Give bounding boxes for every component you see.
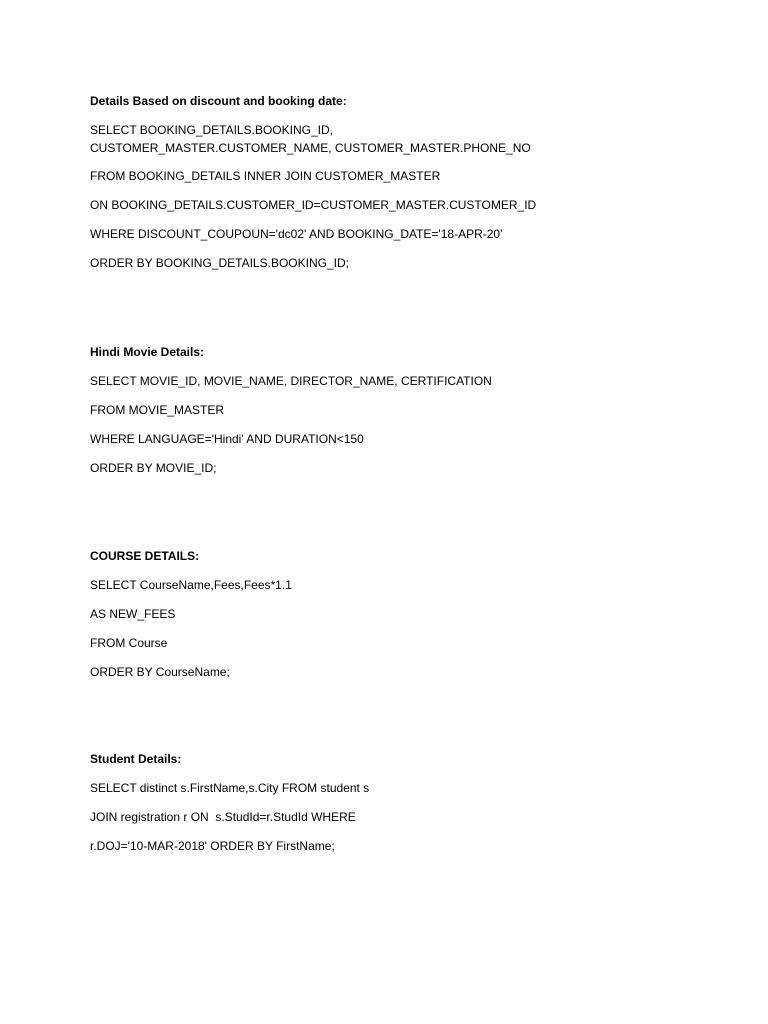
query-line: SELECT BOOKING_DETAILS.BOOKING_ID, CUSTOMER_MASTER.CUSTOMER_NAME, CUSTOMER_MASTER.PHONE_NO [90, 123, 531, 155]
query-line: WHERE LANGUAGE='Hindi' AND DURATION<150 [90, 432, 364, 446]
section-hindi-movie-details [90, 343, 730, 488]
section-heading: Details Based on discount and booking date: [90, 94, 347, 108]
section-booking-details [90, 92, 730, 283]
section-heading: COURSE DETAILS: [90, 549, 200, 563]
query-line: JOIN registration r ON s.StudId=r.StudId WHERE [90, 810, 356, 824]
query-line: FROM Course [90, 636, 168, 650]
query-line: WHERE DISCOUNT_COUPOUN='dc02' AND BOOKING_DATE='18-APR-20' [90, 227, 503, 241]
query-line: r.DOJ='10-MAR-2018' ORDER BY FirstName; [90, 839, 335, 853]
query-line: FROM MOVIE_MASTER [90, 403, 225, 417]
section-heading: Student Details: [90, 752, 182, 766]
section-course-details [90, 547, 730, 692]
query-line: ON BOOKING_DETAILS.CUSTOMER_ID=CUSTOMER_MASTER.CUSTOMER_ID [90, 198, 537, 212]
query-line: SELECT CourseName,Fees,Fees*1.1 [90, 578, 292, 592]
query-line: FROM BOOKING_DETAILS INNER JOIN CUSTOMER_MASTER [90, 169, 441, 183]
query-line: SELECT distinct s.FirstName,s.City FROM student s [90, 781, 370, 795]
section-heading: Hindi Movie Details: [90, 345, 205, 359]
section-student-details [90, 750, 730, 866]
query-line: SELECT MOVIE_ID, MOVIE_NAME, DIRECTOR_NAME, CERTIFICATION [90, 374, 492, 388]
query-line: AS NEW_FEES [90, 607, 176, 621]
query-line: ORDER BY BOOKING_DETAILS.BOOKING_ID; [90, 256, 349, 270]
query-line: ORDER BY CourseName; [90, 665, 230, 679]
query-line: ORDER BY MOVIE_ID; [90, 461, 217, 475]
